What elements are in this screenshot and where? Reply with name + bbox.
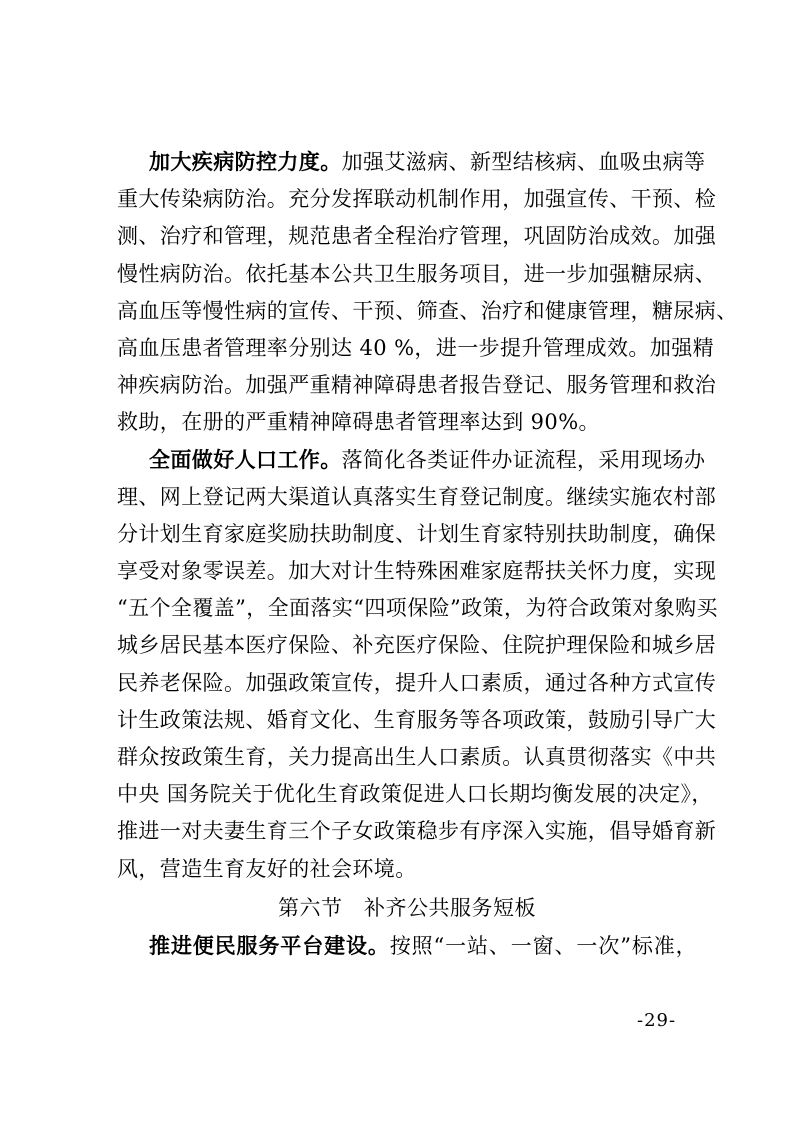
paragraph-1-line-7: 神疾病防治。加强严重精神障碍患者报告登记、服务管理和救治 <box>117 373 717 398</box>
paragraph-2-line-1 <box>117 442 706 479</box>
paragraph-1-line-1 <box>117 144 706 181</box>
paragraph-2-line-3: 分计划生育家庭奖励扶助制度、计划生育家特别扶助制度，确保 <box>117 521 717 546</box>
paragraph-1-line-4: 慢性病防治。依托基本公共卫生服务项目，进一步加强糖尿病、 <box>117 261 717 286</box>
body-text <box>117 144 738 965</box>
paragraph-1-line-8: 救助，在册的严重精神障碍患者管理率达到 90%。 <box>117 410 600 435</box>
paragraph-3-text: 按照“一站、一窗、一次”标准， <box>389 933 697 958</box>
paragraph-2-line-6: 城乡居民基本医疗保险、补充医疗保险、住院护理保险和城乡居 <box>117 633 717 658</box>
paragraph-1-line-6: 高血压患者管理率分别达 40 %，进一步提升管理成效。加强精 <box>117 335 715 360</box>
paragraph-1-text: 加强艾滋病、新型结核病、血吸虫病等 <box>341 150 706 174</box>
section-heading: 第六节 补齐公共服务短板 <box>278 895 536 920</box>
paragraph-2-line-8: 计生政策法规、婚育文化、生育服务等各项政策，鼓励引导广大 <box>117 707 717 732</box>
paragraph-1-line-5: 高血压等慢性病的宣传、干预、筛查、治疗和健康管理，糖尿病、 <box>117 298 738 323</box>
paragraph-2-line-5: “五个全覆盖”，全面落实“四项保险”政策，为符合政策对象购买 <box>117 596 718 621</box>
page-number: -29- <box>637 1010 677 1031</box>
paragraph-2-line-2: 理、网上登记两大渠道认真落实生育登记制度。继续实施农村部 <box>117 484 717 509</box>
paragraph-2-line-9: 群众按政策生育，关力提高出生人口素质。认真贯彻落实《中共 <box>117 745 717 769</box>
paragraph-2-line-11: 推进一对夫妻生育三个子女政策稳步有序深入实施，倡导婚育新 <box>117 819 717 844</box>
paragraph-2-line-4: 享受对象零误差。加大对计生特殊困难家庭帮扶关怀力度，实现 <box>117 559 717 584</box>
paragraph-1-line-3: 测、治疗和管理，规范患者全程治疗管理，巩固防治成效。加强 <box>117 224 717 249</box>
paragraph-1-lead: 加大疾病防控力度。 <box>149 150 342 174</box>
paragraph-2-line-12: 风，营造生育友好的社会环境。 <box>117 856 417 881</box>
paragraph-3-lead: 推进便民服务平台建设。 <box>149 933 390 958</box>
paragraph-2-text: 落简化各类证件办证流程，采用现场办 <box>341 447 706 472</box>
paragraph-2-line-10: 中央 国务院关于优化生育政策促进人口长期均衡发展的决定》， <box>117 782 713 807</box>
paragraph-2-line-7: 民养老保险。加强政策宣传，提升人口素质，通过各种方式宣传 <box>117 670 717 695</box>
paragraph-1-line-2: 重大传染病防治。充分发挥联动机制作用，加强宣传、干预、检 <box>117 187 717 212</box>
paragraph-3-line-1 <box>117 928 697 965</box>
paragraph-2-lead: 全面做好人口工作。 <box>149 447 342 472</box>
